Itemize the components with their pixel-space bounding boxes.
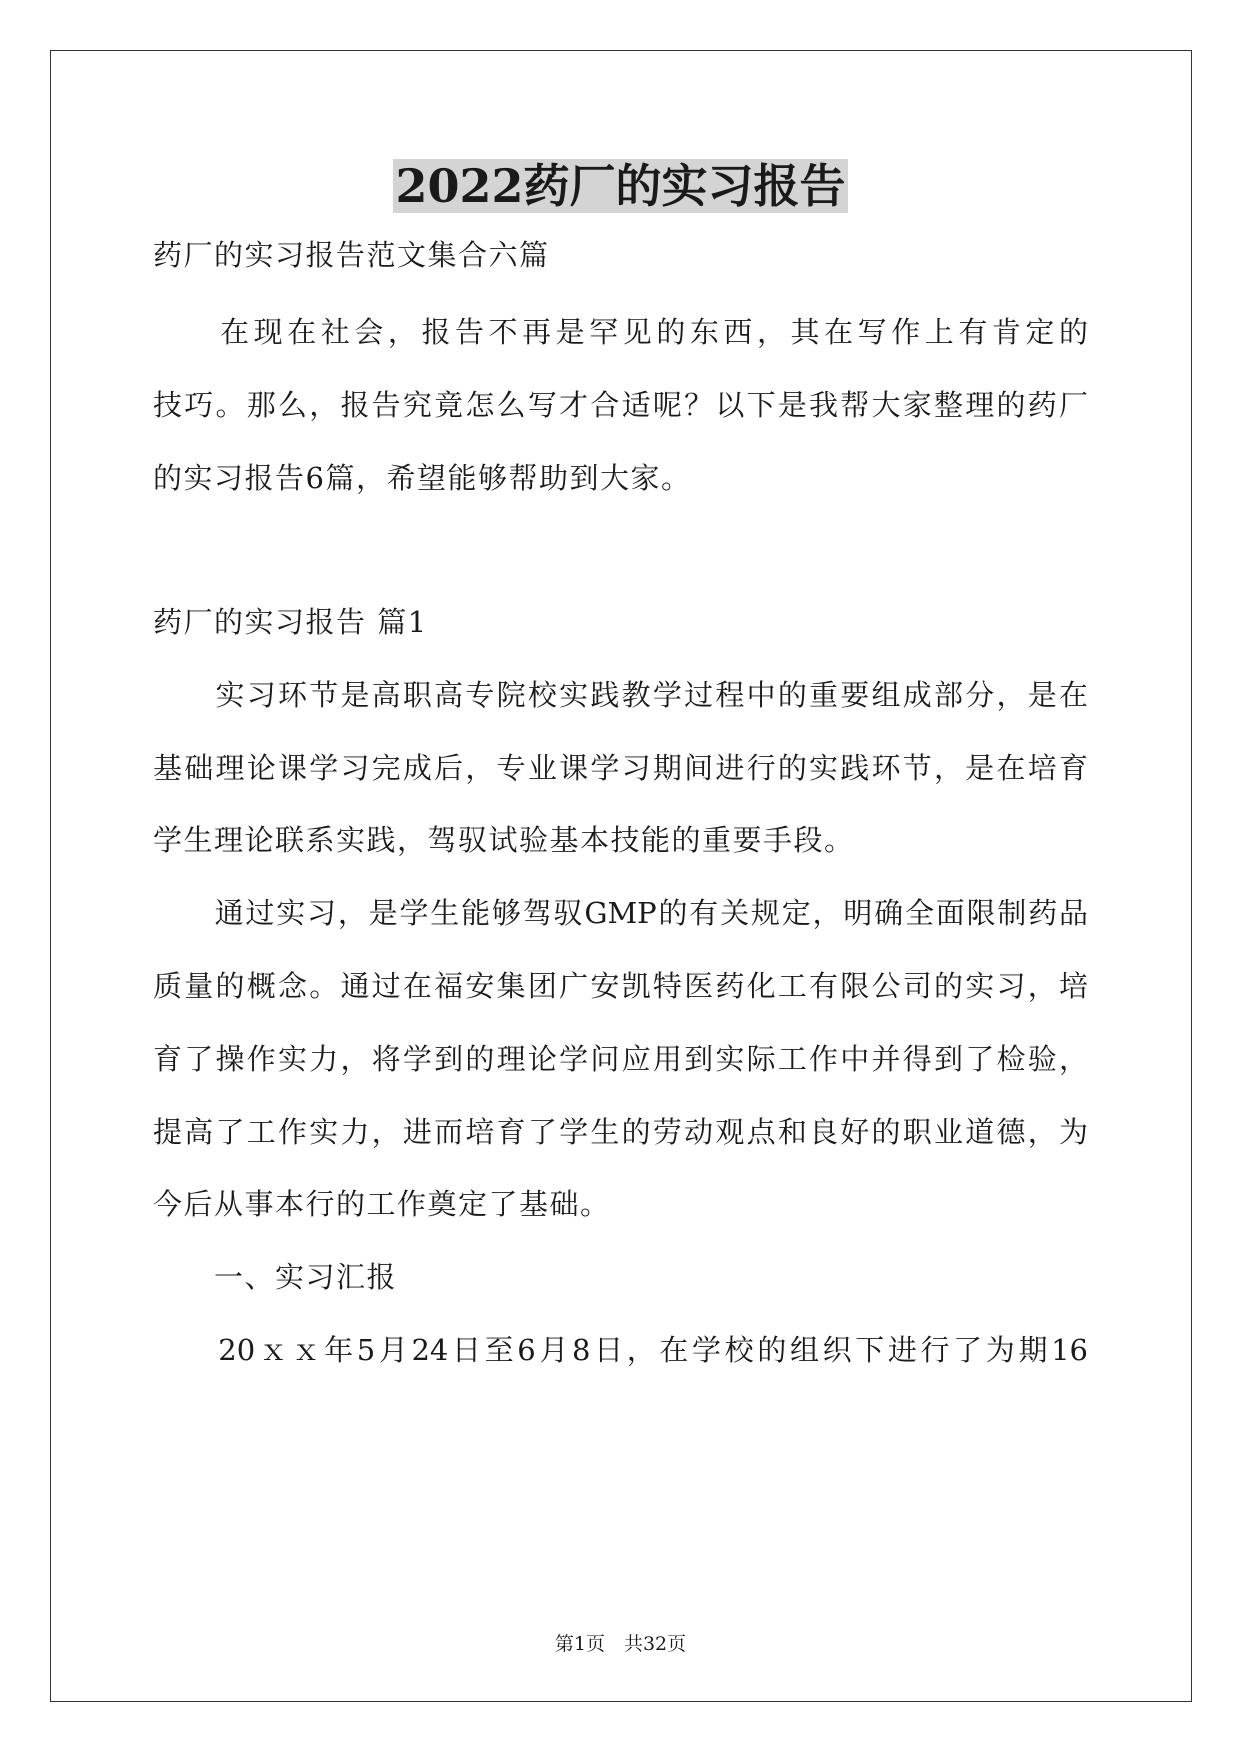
paragraph-line: 学生理论联系实践，驾驭试验基本技能的重要手段。 xyxy=(153,823,855,857)
section-heading: 药厂的实习报告 篇1 xyxy=(153,605,428,639)
document-title-text: 2022药厂的实习报告 xyxy=(395,159,846,213)
paragraph-line: 20ｘｘ年5月24日至6月8日，在学校的组织下进行了为期16 xyxy=(153,1333,1088,1367)
paragraph-line: 基础理论课学习完成后，专业课学习期间进行的实践环节，是在培育 xyxy=(153,751,1088,785)
paragraph-line: 育了操作实力，将学到的理论学问应用到实际工作中并得到了检验， xyxy=(153,1042,1088,1076)
paragraph-line: 质量的概念。通过在福安集团广安凯特医药化工有限公司的实习，培 xyxy=(153,969,1088,1003)
paragraph-line: 实习环节是高职高专院校实践教学过程中的重要组成部分，是在 xyxy=(153,678,1088,712)
page-footer: 第1页 共32页 xyxy=(554,1633,687,1655)
paragraph-line: 技巧。那么，报告究竟怎么写才合适呢？以下是我帮大家整理的药厂 xyxy=(153,388,1088,422)
paragraph-line: 提高了工作实力，进而培育了学生的劳动观点和良好的职业道德，为 xyxy=(153,1115,1088,1149)
paragraph-line: 通过实习，是学生能够驾驭GMP的有关规定，明确全面限制药品 xyxy=(153,896,1088,930)
paragraph-line: 在现在社会，报告不再是罕见的东西，其在写作上有肯定的 xyxy=(153,315,1088,349)
document-title xyxy=(0,152,1241,220)
paragraph-line: 的实习报告6篇，希望能够帮助到大家。 xyxy=(153,461,692,495)
subsection-heading: 一、实习汇报 xyxy=(153,1260,398,1294)
paragraph-line: 今后从事本行的工作奠定了基础。 xyxy=(153,1187,611,1221)
subtitle-line: 药厂的实习报告范文集合六篇 xyxy=(153,238,550,272)
page-border xyxy=(50,50,1192,1702)
